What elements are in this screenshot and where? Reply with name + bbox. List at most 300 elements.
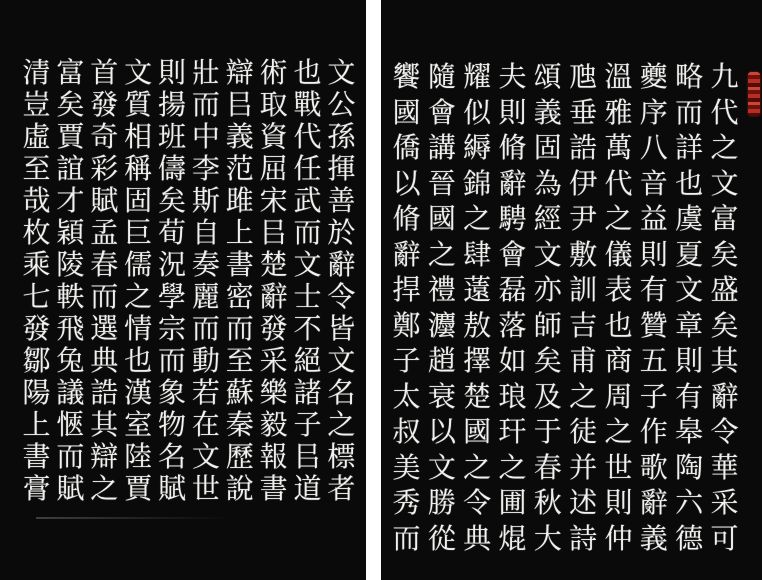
character-cell: 虞 — [675, 202, 704, 236]
character-cell: 若 — [191, 377, 220, 409]
character-cell: 屈 — [259, 153, 288, 185]
character-cell: 典 — [90, 345, 119, 377]
left-panel — [0, 0, 366, 580]
character-cell: 也 — [124, 345, 153, 377]
character-cell: 則 — [157, 57, 186, 88]
character-cell: 誥 — [569, 131, 598, 165]
character-cell: 稱 — [124, 153, 153, 185]
character-cell: 之 — [710, 131, 739, 165]
character-cell: 盛 — [710, 273, 739, 307]
character-cell: 㠯 — [225, 89, 254, 121]
character-cell: 文 — [124, 57, 153, 88]
character-cell: 巨 — [124, 217, 153, 249]
character-cell: 而 — [191, 313, 220, 345]
character-cell: 公 — [327, 89, 356, 121]
character-cell: 賦 — [90, 185, 119, 217]
character-cell: 其 — [710, 344, 739, 378]
character-cell: 而 — [293, 217, 322, 249]
character-cell: 義 — [639, 521, 668, 555]
character-cell: 諸 — [293, 377, 322, 409]
character-cell: 之 — [124, 281, 153, 313]
character-cell: 賈 — [124, 473, 153, 505]
character-cell: 也 — [293, 57, 322, 88]
character-cell: 哉 — [22, 185, 51, 217]
character-cell: 薳 — [463, 273, 492, 307]
character-cell: 豈 — [22, 89, 51, 121]
character-cell: 皆 — [327, 313, 356, 345]
character-cell: 標 — [327, 441, 356, 473]
character-cell: 而 — [56, 441, 85, 473]
character-cell: 以 — [392, 166, 421, 200]
character-cell: 物 — [157, 409, 186, 441]
character-cell: 令 — [710, 415, 739, 449]
character-cell: 則 — [498, 95, 527, 129]
character-cell: 陽 — [22, 377, 51, 409]
character-cell: 落 — [498, 308, 527, 342]
red-seal — [748, 72, 760, 116]
character-cell: 述 — [569, 486, 598, 520]
character-cell: 典 — [463, 521, 492, 555]
character-cell: 上 — [22, 409, 51, 441]
character-cell: 密 — [225, 281, 254, 313]
character-cell: 文 — [710, 166, 739, 200]
character-cell: 縟 — [463, 131, 492, 165]
character-cell: 萬 — [604, 131, 633, 165]
character-cell: 之 — [463, 450, 492, 484]
character-cell: 似 — [463, 95, 492, 129]
text-column — [291, 57, 324, 505]
character-cell: 賦 — [157, 473, 186, 505]
character-cell: 矣 — [56, 89, 85, 121]
character-cell: 捍 — [392, 273, 421, 307]
character-cell: 周 — [604, 379, 633, 413]
character-cell: 辭 — [710, 379, 739, 413]
character-cell: 之 — [427, 237, 456, 271]
character-cell: 書 — [259, 473, 288, 505]
character-cell: 講 — [427, 131, 456, 165]
character-cell: 宗 — [157, 313, 186, 345]
character-cell: 彩 — [90, 153, 119, 185]
text-column — [189, 57, 222, 505]
character-cell: 賈 — [56, 121, 85, 153]
character-cell: 垂 — [569, 95, 598, 129]
character-cell: 固 — [533, 131, 562, 165]
character-cell: 自 — [191, 217, 220, 249]
character-cell: 書 — [22, 441, 51, 473]
character-cell: 漢 — [124, 377, 153, 409]
character-cell: 灋 — [427, 308, 456, 342]
character-cell: 徒 — [569, 415, 598, 449]
character-cell: 益 — [639, 202, 668, 236]
text-column — [223, 57, 256, 505]
text-column — [708, 60, 741, 556]
character-cell: 尹 — [569, 202, 598, 236]
character-cell: 也 — [675, 166, 704, 200]
character-cell: 則 — [639, 237, 668, 271]
character-cell: 室 — [124, 409, 153, 441]
character-cell: 以 — [427, 415, 456, 449]
character-cell: 況 — [157, 249, 186, 281]
character-cell: 夫 — [498, 60, 527, 93]
character-cell: 陵 — [56, 249, 85, 281]
character-cell: 有 — [639, 273, 668, 307]
character-cell: 虛 — [22, 121, 51, 153]
character-cell: 子 — [392, 344, 421, 378]
character-cell: 中 — [191, 121, 220, 153]
character-cell: 歌 — [639, 450, 668, 484]
character-cell: 令 — [327, 281, 356, 313]
character-cell: 在 — [191, 409, 220, 441]
character-cell: 楚 — [463, 379, 492, 413]
character-cell: 表 — [604, 273, 633, 307]
character-cell: 而 — [90, 281, 119, 313]
character-cell: 六 — [675, 486, 704, 520]
character-cell: 樂 — [259, 377, 288, 409]
character-cell: 詳 — [675, 131, 704, 165]
character-cell: 孟 — [90, 217, 119, 249]
character-cell: 采 — [259, 345, 288, 377]
character-cell: 歷 — [225, 441, 254, 473]
character-cell: 愜 — [56, 409, 85, 441]
character-cell: 僑 — [392, 131, 421, 165]
character-cell: 饗 — [392, 60, 421, 93]
character-cell: 才 — [56, 185, 85, 217]
character-cell: 五 — [639, 344, 668, 378]
character-cell: 也 — [604, 308, 633, 342]
character-cell: 禮 — [427, 273, 456, 307]
character-cell: 太 — [392, 379, 421, 413]
character-cell: 矣 — [533, 344, 562, 378]
character-cell: 之 — [604, 415, 633, 449]
character-cell: 有 — [675, 379, 704, 413]
character-cell: 揚 — [157, 89, 186, 121]
text-column — [602, 60, 635, 556]
character-cell: 者 — [327, 473, 356, 505]
character-cell: 取 — [259, 89, 288, 121]
character-cell: 富 — [710, 202, 739, 236]
text-column — [156, 57, 189, 505]
character-cell: 略 — [675, 60, 704, 93]
character-cell: 勝 — [427, 486, 456, 520]
character-cell: 叔 — [392, 415, 421, 449]
character-cell: 而 — [191, 89, 220, 121]
character-cell: 文 — [327, 345, 356, 377]
character-cell: 毅 — [259, 409, 288, 441]
character-cell: 衰 — [427, 379, 456, 413]
character-cell: 文 — [675, 273, 704, 307]
character-cell: 九 — [710, 60, 739, 93]
character-cell: 子 — [293, 409, 322, 441]
character-cell: 賦 — [56, 473, 85, 505]
character-cell: 道 — [293, 473, 322, 505]
character-cell: 宋 — [259, 185, 288, 217]
character-cell: 夔 — [639, 60, 668, 93]
character-cell: 秀 — [392, 486, 421, 520]
character-cell: 伊 — [569, 166, 598, 200]
character-cell: 玕 — [498, 415, 527, 449]
character-cell: 從 — [427, 521, 456, 555]
character-cell: 晉 — [427, 166, 456, 200]
character-cell: 善 — [327, 185, 356, 217]
text-column — [673, 60, 706, 556]
character-cell: 華 — [710, 450, 739, 484]
character-cell: 琅 — [498, 379, 527, 413]
character-cell: 之 — [498, 450, 527, 484]
character-cell: 上 — [225, 217, 254, 249]
character-cell: 蘇 — [225, 377, 254, 409]
character-cell: 擇 — [463, 344, 492, 378]
text-column — [88, 57, 121, 505]
character-cell: 首 — [90, 57, 119, 88]
text-column — [496, 60, 529, 556]
character-cell: 陶 — [675, 450, 704, 484]
character-cell: 儔 — [157, 153, 186, 185]
character-cell: 秋 — [533, 486, 562, 520]
character-cell: 如 — [498, 344, 527, 378]
character-cell: 術 — [259, 57, 288, 88]
character-cell: 象 — [157, 377, 186, 409]
character-cell: 辭 — [259, 281, 288, 313]
character-cell: 而 — [157, 345, 186, 377]
character-cell: 飛 — [56, 313, 85, 345]
character-cell: 儒 — [124, 249, 153, 281]
character-cell: 磊 — [498, 273, 527, 307]
character-cell: 李 — [191, 153, 220, 185]
character-cell: 說 — [225, 473, 254, 505]
character-cell: 可 — [710, 521, 739, 555]
character-cell: 國 — [427, 202, 456, 236]
character-cell: 揮 — [327, 153, 356, 185]
character-cell: 世 — [191, 473, 220, 505]
character-cell: 矣 — [710, 237, 739, 271]
character-cell: 荀 — [157, 217, 186, 249]
character-cell: 大 — [533, 521, 562, 555]
character-cell: 奏 — [191, 249, 220, 281]
character-cell: 學 — [157, 281, 186, 313]
character-cell: 文 — [191, 441, 220, 473]
character-cell: 兔 — [56, 345, 85, 377]
character-cell: 名 — [157, 441, 186, 473]
right-panel — [381, 0, 762, 580]
character-cell: 雅 — [604, 95, 633, 129]
character-cell: 軼 — [56, 281, 85, 313]
character-cell: 序 — [639, 95, 668, 129]
text-column — [257, 57, 290, 505]
character-cell: 亦 — [533, 273, 562, 307]
character-cell: 美 — [392, 450, 421, 484]
character-cell: 范 — [225, 153, 254, 185]
character-cell: 之 — [463, 202, 492, 236]
character-cell: 訓 — [569, 273, 598, 307]
character-cell: 儀 — [604, 237, 633, 271]
character-cell: 會 — [427, 95, 456, 129]
character-cell: 文 — [533, 237, 562, 271]
character-cell: 文 — [427, 450, 456, 484]
text-column — [567, 60, 600, 556]
character-cell: 發 — [22, 313, 51, 345]
character-cell: 誥 — [90, 377, 119, 409]
character-cell: 資 — [259, 121, 288, 153]
character-cell: 為 — [533, 166, 562, 200]
character-cell: 議 — [56, 377, 85, 409]
character-cell: 敷 — [569, 237, 598, 271]
character-cell: 皋 — [675, 415, 704, 449]
character-cell: 趙 — [427, 344, 456, 378]
character-cell: 清 — [22, 57, 51, 88]
character-cell: 義 — [533, 95, 562, 129]
character-cell: 春 — [90, 249, 119, 281]
character-cell: 而 — [225, 313, 254, 345]
character-cell: 秦 — [225, 409, 254, 441]
character-cell: 錦 — [463, 166, 492, 200]
character-cell: 戰 — [293, 89, 322, 121]
character-cell: 名 — [327, 377, 356, 409]
character-cell: 章 — [675, 308, 704, 342]
character-cell: 矣 — [710, 308, 739, 342]
character-cell: 陸 — [124, 441, 153, 473]
character-cell: 春 — [533, 450, 562, 484]
character-cell: 辭 — [498, 166, 527, 200]
character-cell: 頌 — [533, 60, 562, 93]
character-cell: 耀 — [463, 60, 492, 93]
character-cell: 虺 — [569, 60, 598, 93]
character-cell: 情 — [124, 313, 153, 345]
character-cell: 世 — [604, 450, 633, 484]
character-cell: 辭 — [327, 249, 356, 281]
character-cell: 商 — [604, 344, 633, 378]
character-cell: 脩 — [498, 131, 527, 165]
character-cell: 辭 — [639, 486, 668, 520]
character-cell: 夏 — [675, 237, 704, 271]
character-cell: 詩 — [569, 521, 598, 555]
character-cell: 孫 — [327, 121, 356, 153]
character-cell: 發 — [90, 89, 119, 121]
character-cell: 富 — [56, 57, 85, 88]
character-cell: 辯 — [90, 441, 119, 473]
character-cell: 騁 — [498, 202, 527, 236]
character-cell: 脩 — [392, 202, 421, 236]
character-cell: 甫 — [569, 344, 598, 378]
text-column — [390, 60, 423, 556]
character-cell: 令 — [463, 486, 492, 520]
character-cell: 誼 — [56, 153, 85, 185]
character-cell: 之 — [569, 379, 598, 413]
character-cell: 義 — [225, 121, 254, 153]
character-cell: 音 — [639, 166, 668, 200]
character-cell: 奇 — [90, 121, 119, 153]
character-cell: 國 — [392, 95, 421, 129]
character-cell: 隨 — [427, 60, 456, 93]
character-cell: 其 — [90, 409, 119, 441]
character-cell: 及 — [533, 379, 562, 413]
character-cell: 代 — [604, 166, 633, 200]
character-cell: 圃 — [498, 486, 527, 520]
character-cell: 國 — [463, 415, 492, 449]
text-column — [531, 60, 564, 556]
character-cell: 膏 — [22, 473, 51, 505]
character-cell: 動 — [191, 345, 220, 377]
character-cell: 子 — [639, 379, 668, 413]
character-cell: 斯 — [191, 185, 220, 217]
character-cell: 報 — [259, 441, 288, 473]
character-cell: 仲 — [604, 521, 633, 555]
character-cell: 代 — [710, 95, 739, 129]
character-cell: 㠯 — [293, 441, 322, 473]
character-cell: 鄒 — [22, 345, 51, 377]
character-cell: 七 — [22, 281, 51, 313]
character-cell: 之 — [327, 409, 356, 441]
character-cell: 質 — [124, 89, 153, 121]
character-cell: 文 — [293, 249, 322, 281]
character-cell: 溫 — [604, 60, 633, 93]
character-cell: 任 — [293, 153, 322, 185]
character-cell: 于 — [533, 415, 562, 449]
character-cell: 選 — [90, 313, 119, 345]
character-cell: 肆 — [463, 237, 492, 271]
character-cell: 并 — [569, 450, 598, 484]
character-cell: 辯 — [225, 57, 254, 88]
character-cell: 矣 — [157, 185, 186, 217]
text-column — [425, 60, 458, 556]
text-column — [54, 57, 87, 505]
character-cell: 發 — [259, 313, 288, 345]
text-column — [461, 60, 494, 556]
text-column — [325, 57, 358, 505]
character-cell: 班 — [157, 121, 186, 153]
character-cell: 㠯 — [259, 217, 288, 249]
character-cell: 文 — [327, 57, 356, 88]
character-cell: 武 — [293, 185, 322, 217]
character-cell: 吉 — [569, 308, 598, 342]
character-cell: 會 — [498, 237, 527, 271]
character-cell: 贊 — [639, 308, 668, 342]
character-cell: 至 — [22, 153, 51, 185]
character-cell: 作 — [639, 415, 668, 449]
character-cell: 壯 — [191, 57, 220, 88]
character-cell: 士 — [293, 281, 322, 313]
character-cell: 則 — [675, 344, 704, 378]
character-cell: 德 — [675, 521, 704, 555]
character-cell: 敖 — [463, 308, 492, 342]
text-column — [637, 60, 670, 556]
character-cell: 則 — [604, 486, 633, 520]
character-cell: 鄭 — [392, 308, 421, 342]
character-cell: 於 — [327, 217, 356, 249]
character-cell: 八 — [639, 131, 668, 165]
character-cell: 乘 — [22, 249, 51, 281]
character-cell: 焜 — [498, 521, 527, 555]
character-cell: 之 — [604, 202, 633, 236]
character-cell: 絕 — [293, 345, 322, 377]
character-cell: 之 — [90, 473, 119, 505]
character-cell: 枚 — [22, 217, 51, 249]
character-cell: 而 — [675, 95, 704, 129]
character-cell: 固 — [124, 185, 153, 217]
character-cell: 采 — [710, 486, 739, 520]
character-cell: 楚 — [259, 249, 288, 281]
character-cell: 辭 — [392, 237, 421, 271]
text-column — [122, 57, 155, 505]
character-cell: 師 — [533, 308, 562, 342]
character-cell: 麗 — [191, 281, 220, 313]
character-cell: 經 — [533, 202, 562, 236]
text-column — [20, 57, 53, 505]
character-cell: 代 — [293, 121, 322, 153]
character-cell: 相 — [124, 121, 153, 153]
character-cell: 雎 — [225, 185, 254, 217]
character-cell: 至 — [225, 345, 254, 377]
character-cell: 不 — [293, 313, 322, 345]
